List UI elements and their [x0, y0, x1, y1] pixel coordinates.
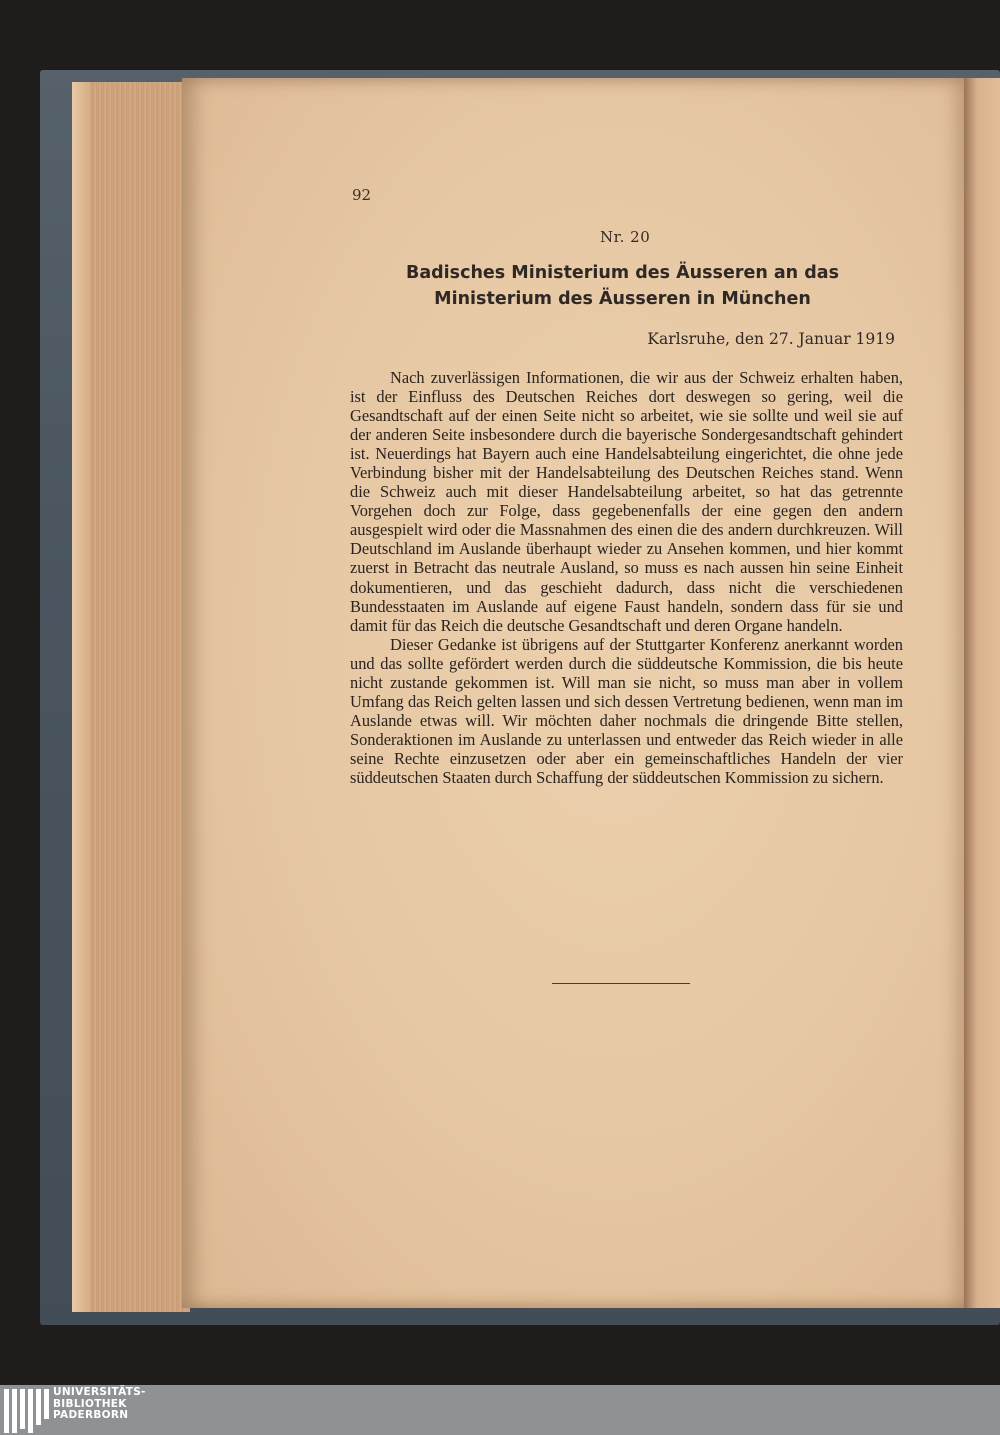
logo-line-1: UNIVERSITÄTS-: [53, 1386, 146, 1398]
title-line-2: Ministerium des Äusseren in München: [434, 289, 811, 309]
title-line-1: Badisches Ministerium des Äusseren an das: [405, 263, 839, 283]
logo-line-3: PADERBORN: [53, 1409, 129, 1421]
dateline: Karlsruhe, den 27. Januar 1919: [647, 330, 895, 348]
footer-bar: [0, 1385, 1000, 1435]
library-logo-text: [53, 1387, 146, 1422]
paragraph: Nach zuverlässigen Informationen, die wir aus der Schweiz erhalten haben, ist der Einfluss des Deutschen Reiches dort deswegen so gering, weil die Gesandtschaft auf der einen Seite nicht so arbeitet, wie sie sollte und weil sie auf der anderen Seite insbesondere durch die bayerische Sondergesandtschaft gehindert ist. Neuerdings hat Bayern auch eine Handelsabteilung eingerichtet, die ohne jede Verbindung bisher mit der Handelsabteilung des Deutschen Reiches stand. Wenn die Schweiz auch mit dieser Handelsabteilung arbeitet, so hat das getrennte Vorgehen doch zur Folge, dass gegebenenfalls der eine gegen den andern ausgespielt wird oder die Massnahmen des einen die des andern durchkreuzen. Will Deutschland im Auslande überhaupt wieder zu Ansehen kommen, und hier kommt zuerst in Betracht das neutrale Ausland, so muss es nach aussen hin seine Einheit dokumentieren, und das geschieht dadurch, dass nicht die verschiedenen Bundesstaaten im Auslande auf eigene Faust handeln, sondern dass für sie und damit für das Reich die deutsche Gesandtschaft und deren Organe handeln.: [350, 368, 903, 635]
body-text: [350, 368, 903, 787]
page-edges-highlight: [72, 82, 90, 1312]
library-barcode-logo-icon: [4, 1389, 49, 1433]
document-number: Nr. 20: [600, 228, 651, 246]
paragraph: Dieser Gedanke ist übrigens auf der Stuttgarter Konferenz anerkannt worden und das sollte gefördert werden durch die süddeutsche Kommission, die bis heute nicht zustande gekommen ist. Will man sie nicht, so muss man aber in vollem Umfang das Reich gelten lassen und sich dessen Vertretung bedienen, wenn man im Auslande etwas will. Wir möchten daher nochmals die dringende Bitte stellen, Sonderaktionen im Auslande zu unterlassen und entweder das Reich wieder in alle seine Rechte einzusetzen oder aber ein gemeinschaftliches Handeln der vier süddeutschen Staaten durch Schaffung der süddeutschen Kommission zu sichern.: [350, 634, 903, 787]
logo-line-2: BIBLIOTHEK: [53, 1397, 127, 1410]
document-title: [355, 260, 890, 312]
page-number: 92: [352, 186, 372, 204]
facing-page-edge: [962, 78, 1000, 1308]
closing-rule: [552, 983, 690, 984]
